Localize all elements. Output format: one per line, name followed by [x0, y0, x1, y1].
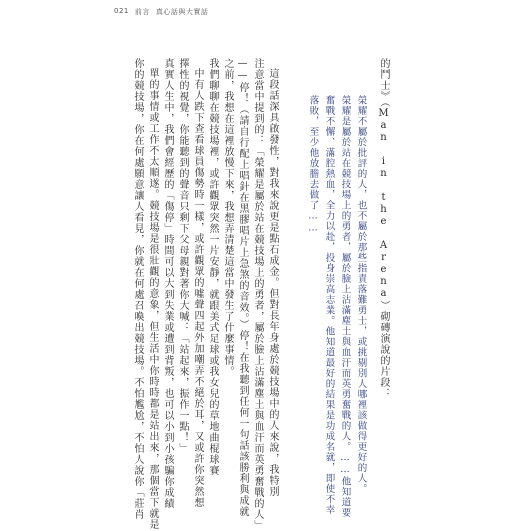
body-column: 我們聊聊在競技場裡，或許觀眾突然一片安靜，就跟美式足球或我女兒的草地曲棍球賽: [207, 58, 218, 476]
page-number: 021: [114, 7, 129, 15]
section-label: 前言: [134, 8, 150, 16]
chapter-title: 真心話與大實話: [155, 8, 209, 16]
body-column: 你的競技場，你在何處願意讓人看見，你就在何處召喚出競技場。不怕尷尬，不怕人說你「莊肖: [132, 58, 143, 520]
body-column: 之前，我想在這裡放慢下來，我想弄清楚這當中發生了什麼事情。: [222, 58, 233, 377]
intro-column: 的鬥士》（Man in the Arena）砌磚演說的片段：: [378, 58, 389, 399]
body-column: 單的事情或工作不太順遂。競技場是很壯觀的意象，但生活中你時時都是站出來，那個當下就是: [147, 68, 158, 530]
body-column: 擇性的視覺，你能聽到的聲音只剩下父母親對著你大喊：「站起來，振作一點！」: [177, 58, 188, 454]
body-column: ——停！（請自行配上唱針在黑膠唱片上急煞的音效。）停！在我聽到任何一句話該勝利與成就: [237, 58, 248, 517]
body-column: 真實人生中，我們會經歷的「傷停」時間可以大到失業或遭到背叛，也可以小到小孩騙你成績: [162, 58, 173, 509]
quote-column: 榮耀是屬於站在競技場上的勇者，屬於臉上沾滿塵土與血汗而英勇奮戰的人。……他知道要: [339, 95, 351, 518]
page-header: [114, 7, 208, 17]
body-column: 這段話深具啟發性，對我來說更是點石成金。但對長年身處於競技場中的人來說，我特別: [267, 68, 278, 497]
quote-column: 榮耀不屬於批評的人，也不屬於那些指責落難勇士，或挑剔別人哪裡該做得更好的人。: [355, 95, 367, 494]
quote-column: 落敗，至少他放膽去做了……: [307, 95, 319, 235]
body-column: 中有人跌下查看球員傷勢時一樣，或許觀眾的噓聲四起外加嘲弄不絕於耳，又或許你突然想: [192, 68, 203, 508]
quote-column: 奮戰不懈、滿腔熱血，全力以赴，投身崇高志業。他知道最好的結果是功成名就，即使不幸: [323, 95, 335, 515]
body-column: 注意當中提到的：「榮耀是屬於站在競技場上的勇者，屬於臉上沾滿塵土與血汗而英勇奮戰的人」: [252, 58, 263, 531]
